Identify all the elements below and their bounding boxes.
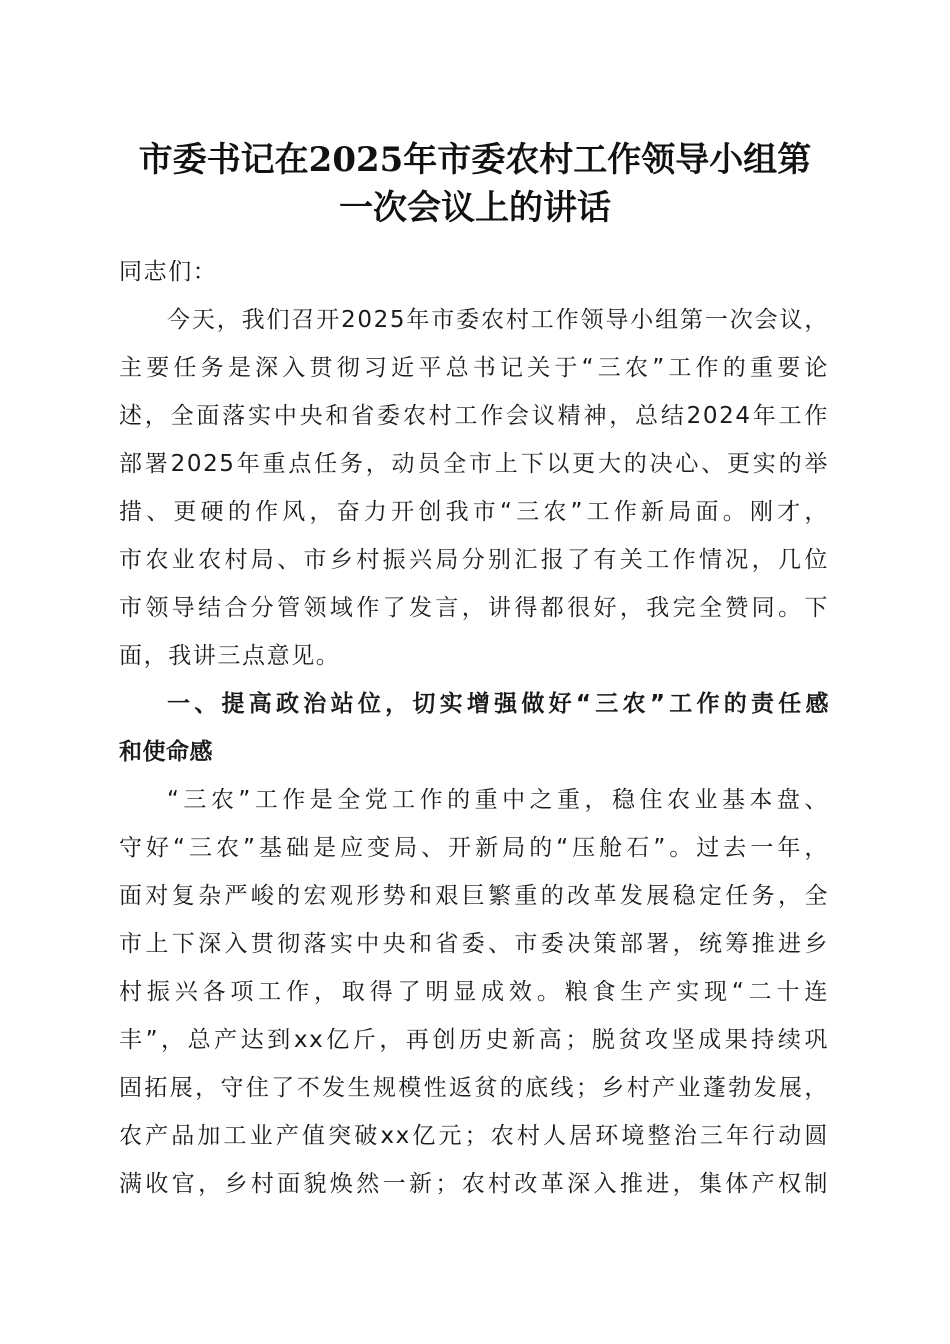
paragraph-line: 措、更硬的作风，奋力开创我市“三农”工作新局面。刚才， bbox=[119, 499, 829, 525]
paragraph-section-1 bbox=[119, 776, 829, 1208]
paragraph-line: 部署2025年重点任务，动员全市上下以更大的决心、更实的举 bbox=[119, 451, 829, 477]
paragraph-line: 市领导结合分管领域作了发言，讲得都很好，我完全赞同。下 bbox=[119, 595, 829, 621]
title-line-2: 一次会议上的讲话 bbox=[339, 188, 611, 228]
document-body bbox=[119, 248, 829, 1208]
paragraph-line: 市农业农村局、市乡村振兴局分别汇报了有关工作情况，几位 bbox=[119, 547, 829, 573]
paragraph-line: 述，全面落实中央和省委农村工作会议精神，总结2024年工作 bbox=[119, 403, 829, 429]
paragraph-line: 村振兴各项工作，取得了明显成效。粮食生产实现“二十连 bbox=[119, 979, 829, 1005]
paragraph-line: 市上下深入贯彻落实中央和省委、市委决策部署，统筹推进乡 bbox=[119, 931, 829, 957]
paragraph-line: 农产品加工业产值突破xx亿元；农村人居环境整治三年行动圆 bbox=[119, 1123, 829, 1149]
paragraph-line: “三农”工作是全党工作的重中之重，稳住农业基本盘、 bbox=[167, 787, 829, 813]
paragraph-line: 面对复杂严峻的宏观形势和艰巨繁重的改革发展稳定任务，全 bbox=[119, 883, 829, 909]
document-title bbox=[100, 136, 850, 232]
paragraph-line: 主要任务是深入贯彻习近平总书记关于“三农”工作的重要论 bbox=[119, 355, 829, 381]
section-heading-1 bbox=[119, 680, 829, 776]
paragraph-line: 固拓展，守住了不发生规模性返贫的底线；乡村产业蓬勃发展， bbox=[119, 1075, 829, 1101]
paragraph-line: 面，我讲三点意见。 bbox=[119, 643, 341, 669]
paragraph-line: 守好“三农”基础是应变局、开新局的“压舱石”。过去一年， bbox=[119, 835, 829, 861]
paragraph-line: 满收官，乡村面貌焕然一新；农村改革深入推进，集体产权制 bbox=[119, 1171, 829, 1197]
paragraph-opening bbox=[119, 296, 829, 680]
paragraph-line: 丰”，总产达到xx亿斤，再创历史新高；脱贫攻坚成果持续巩 bbox=[119, 1027, 829, 1053]
paragraph-line: 今天，我们召开2025年市委农村工作领导小组第一次会议， bbox=[167, 307, 829, 333]
title-line-1: 市委书记在2025年市委农村工作领导小组第 bbox=[138, 140, 812, 180]
heading-line: 和使命感 bbox=[119, 739, 213, 765]
heading-line: 一、提高政治站位，切实增强做好“三农”工作的责任感 bbox=[167, 691, 829, 717]
salutation: 同志们： bbox=[119, 259, 218, 285]
